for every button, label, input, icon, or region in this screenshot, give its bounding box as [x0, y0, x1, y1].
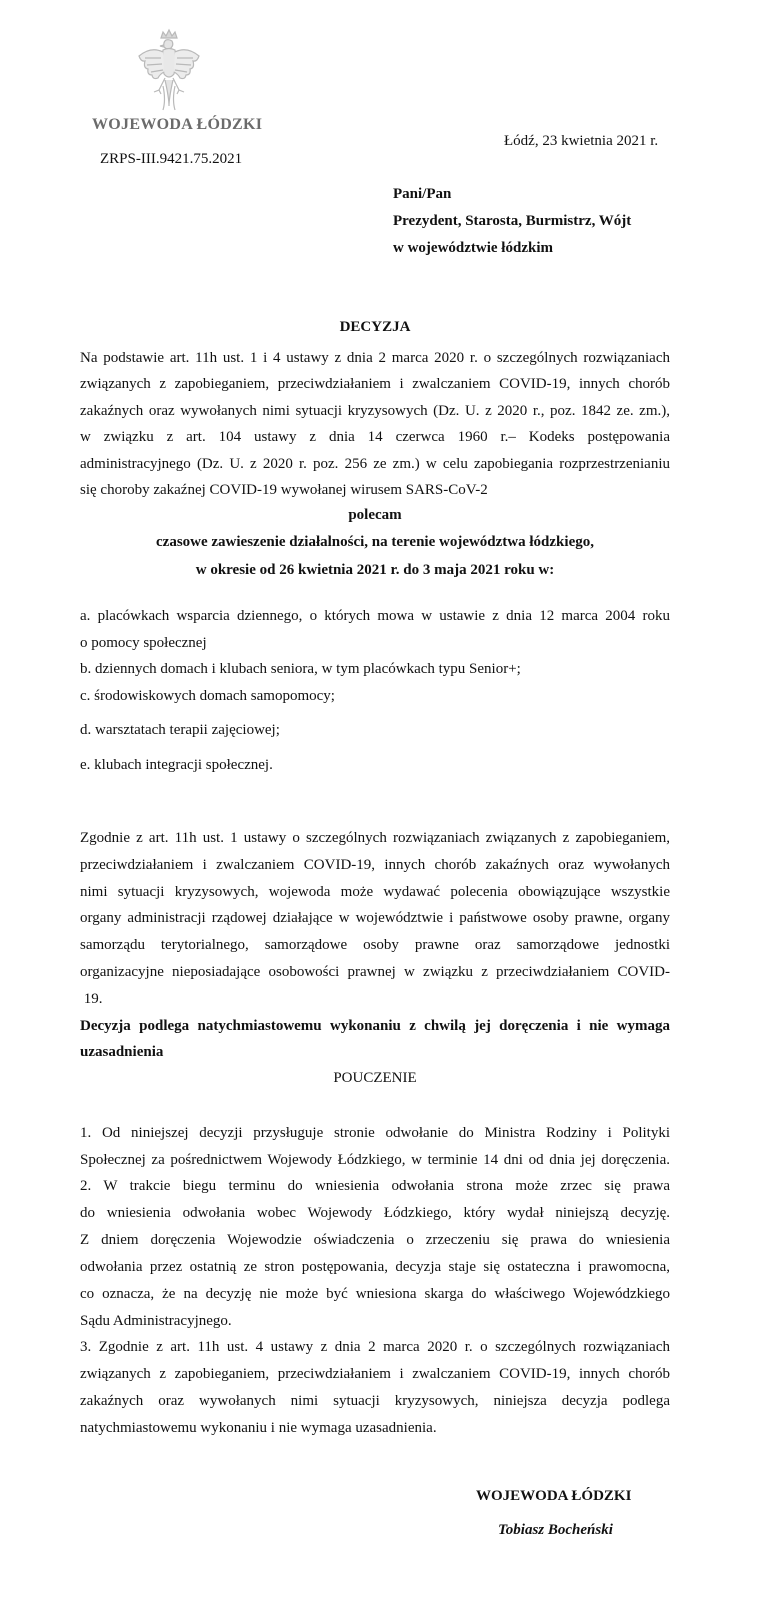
legal-basis-line: organy administracji rządowej działające w województwie i państwowe osoby prawne, organy — [80, 910, 670, 926]
polish-eagle-emblem-icon — [133, 28, 205, 116]
legal-basis-line: przeciwdziałaniem i zwalczaniem COVID-19, innych chorób zakaźnych oraz wywołanych — [80, 857, 670, 873]
instruction-line: Z dniem doręczenia Wojewodzie oświadczenia o zrzeczeniu się prawa do wniesienia — [80, 1232, 670, 1248]
legal-basis-line: organizacyjne nieposiadające osobowości prawnej w związku z przeciwdziałaniem COVID- — [80, 964, 670, 980]
decision-basis-line: się choroby zakaźnej COVID-19 wywołanej wirusem SARS-CoV-2 — [80, 482, 488, 498]
legal-basis-line: Zgodnie z art. 11h ust. 1 ustawy o szczególnych rozwiązaniach związanych z zapobieganiem, — [80, 830, 670, 846]
instruction-line: Społecznej za pośrednictwem Wojewody Łódzkiego, w terminie 14 dni od dnia jej doręczenia. — [80, 1152, 670, 1168]
enforcement-line: uzasadnienia — [80, 1044, 164, 1060]
list-item: e. klubach integracji społecznej. — [80, 757, 273, 773]
reference-number: ZRPS-III.9421.75.2021 — [100, 151, 243, 167]
decision-basis-line: związanych z zapobieganiem, przeciwdziałaniem i zwalczaniem COVID-19, innych chorób — [80, 376, 670, 392]
instruction-line: odwołania przez ostatnią ze stron postępowania, decyzja staje się ostateczna i prawomocna, — [80, 1259, 670, 1275]
instruction-line: 1. Od niniejszej decyzji przysługuje stronie odwołanie do Ministra Rodziny i Polityki — [80, 1125, 670, 1141]
legal-basis-line: samorządu terytorialnego, samorządowe osoby prawne oraz samorządowe jednostki — [80, 937, 670, 953]
addressee-line: Prezydent, Starosta, Burmistrz, Wójt — [393, 213, 632, 229]
legal-basis-line: 19. — [80, 991, 103, 1007]
instruction-line: 3. Zgodnie z art. 11h ust. 4 ustawy z dnia 2 marca 2020 r. o szczególnych rozwiązaniach — [80, 1339, 670, 1355]
enforcement-line: Decyzja podlega natychmiastowemu wykonaniu z chwilą jej doręczenia i nie wymaga — [80, 1018, 670, 1034]
instruction-line: do wniesienia odwołania wobec Wojewody Łódzkiego, który wydał niniejszą decyzję. — [80, 1205, 670, 1221]
order-line: czasowe zawieszenie działalności, na terenie województwa łódzkiego, — [156, 534, 594, 550]
instruction-line: 2. W trakcie biegu terminu do wniesienia odwołania strona może zrzec się prawa — [80, 1178, 670, 1194]
place-and-date: Łódź, 23 kwietnia 2021 r. — [504, 133, 659, 149]
legal-basis-line: nimi sytuacji kryzysowych, wojewoda może wydawać polecenia obowiązujące wszystkie — [80, 884, 670, 900]
instruction-line: Sądu Administracyjnego. — [80, 1313, 232, 1329]
addressee-line: Pani/Pan — [393, 186, 452, 202]
instruction-line: co oznacza, że na decyzję nie może być wniesiona skarga do właściwego Wojewódzkiego — [80, 1286, 670, 1302]
instruction-line: związanych z zapobieganiem, przeciwdziałaniem i zwalczaniem COVID-19, innych chorób — [80, 1366, 670, 1382]
instruction-line: zakaźnych oraz wywołanych nimi sytuacji kryzysowych, niniejsza decyzja podlega — [80, 1393, 670, 1409]
decision-basis-line: administracyjnego (Dz. U. z 2020 r. poz. 256 ze zm.) w celu zapobiegania rozprzestrzenianiu — [80, 456, 670, 472]
list-item: a. placówkach wsparcia dziennego, o których mowa w ustawie z dnia 12 marca 2004 roku — [80, 608, 670, 624]
signature-authority: WOJEWODA ŁÓDZKI — [476, 1488, 632, 1504]
issuer-authority: WOJEWODA ŁÓDZKI — [92, 116, 263, 133]
instruction-line: natychmiastowemu wykonaniu i nie wymaga uzasadnienia. — [80, 1420, 437, 1436]
decision-basis-line: zakaźnych oraz wywołanych nimi sytuacji kryzysowych (Dz. U. z 2020 r., poz. 1842 ze. zm.), — [80, 403, 670, 419]
decision-basis-line: Na podstawie art. 11h ust. 1 i 4 ustawy z dnia 2 marca 2020 r. o szczególnych rozwiązaniach — [80, 350, 670, 366]
list-item: c. środowiskowych domach samopomocy; — [80, 688, 335, 704]
instruction-title: POUCZENIE — [333, 1070, 417, 1086]
decision-title: DECYZJA — [339, 319, 411, 335]
signature-name: Tobiasz Bocheński — [498, 1522, 613, 1538]
list-item: b. dziennych domach i klubach seniora, w tym placówkach typu Senior+; — [80, 661, 521, 677]
list-item: o pomocy społecznej — [80, 635, 207, 651]
order-word: polecam — [348, 507, 402, 523]
order-line: w okresie od 26 kwietnia 2021 r. do 3 maja 2021 roku w: — [195, 562, 555, 578]
list-item: d. warsztatach terapii zajęciowej; — [80, 722, 280, 738]
addressee-line: w województwie łódzkim — [393, 240, 553, 256]
decision-basis-line: w związku z art. 104 ustawy z dnia 14 czerwca 1960 r.– Kodeks postępowania — [80, 429, 670, 445]
